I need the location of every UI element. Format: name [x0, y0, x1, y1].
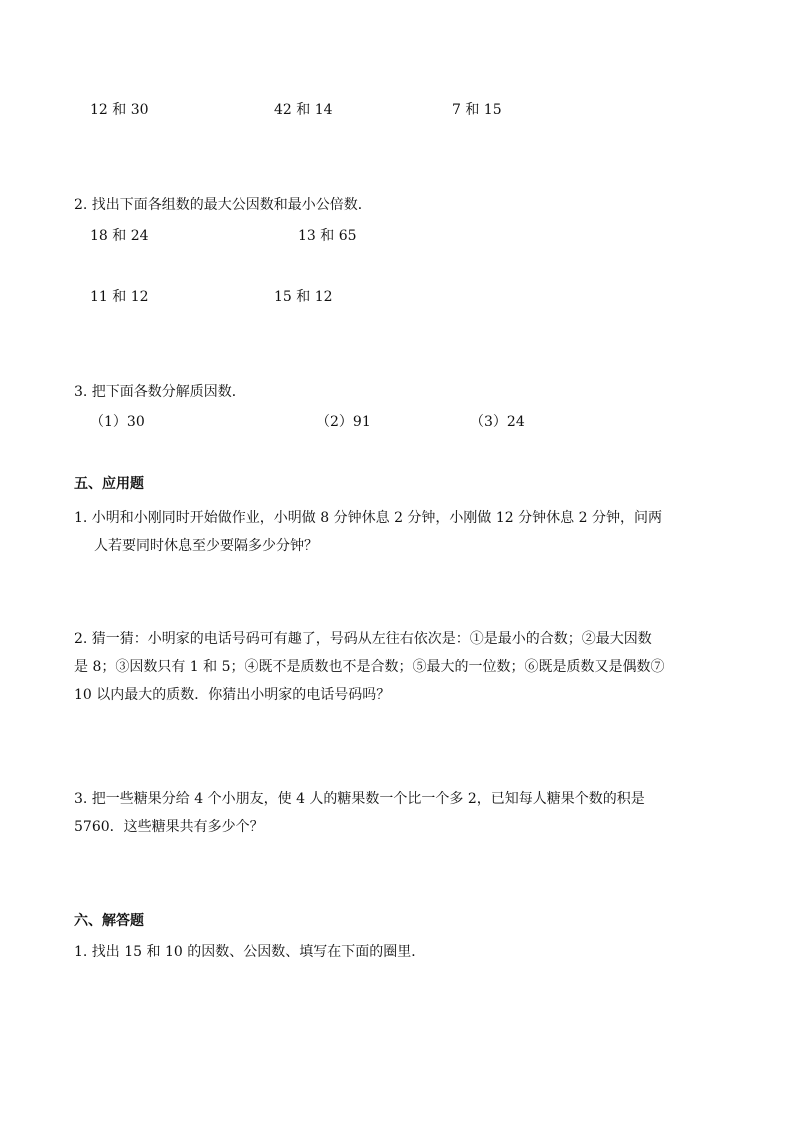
pair-12-30: 12 和 30 [90, 102, 149, 118]
app-q3-line1: 3. 把一些糖果分给 4 个小朋友，使 4 人的糖果数一个比一个多 2，已知每人糖果个数的积是 [74, 791, 645, 807]
pair-13-65: 13 和 65 [298, 228, 357, 244]
pair-42-14: 42 和 14 [274, 102, 333, 118]
answer-question-1: 1. 找出 15 和 10 的因数、公因数、填写在下面的圈里． [74, 944, 426, 960]
pair-18-24: 18 和 24 [90, 228, 149, 244]
section-5-heading: 五、应用题 [74, 476, 144, 492]
application-question-3 [74, 785, 724, 841]
pair-11-12: 11 和 12 [90, 289, 149, 305]
factor-item-24: （3）24 [470, 414, 525, 430]
app-q1-line1: 1. 小明和小刚同时开始做作业，小明做 8 分钟休息 2 分钟，小刚做 12 分钟休息 2 分钟，问两 [74, 510, 662, 526]
pair-7-15: 7 和 15 [452, 102, 502, 118]
app-q3-line2: 5760．这些糖果共有多少个？ [74, 819, 264, 835]
factor-item-91: （2）91 [316, 414, 371, 430]
factor-item-30: （1）30 [90, 414, 145, 430]
app-q2-line2: 是 8；③因数只有 1 和 5；④既不是质数也不是合数；⑤最大的一位数；⑥既是质数又是偶数⑦ [74, 659, 665, 675]
app-q1-line2: 人若要同时休息至少要隔多少分钟？ [94, 538, 318, 554]
pair-15-12: 15 和 12 [274, 289, 333, 305]
question-3-title: 3. 把下面各数分解质因数． [74, 384, 246, 400]
question-2-title: 2. 找出下面各组数的最大公因数和最小公倍数． [74, 197, 372, 213]
app-q2-line3: 10 以内最大的质数．你猜出小明家的电话号码吗？ [74, 687, 391, 703]
application-question-2 [74, 625, 724, 709]
application-question-1 [74, 504, 724, 560]
app-q2-line1: 2. 猜一猜：小明家的电话号码可有趣了，号码从左往右依次是：①是最小的合数；②最大因数 [74, 631, 652, 647]
section-6-heading: 六、解答题 [74, 913, 144, 929]
